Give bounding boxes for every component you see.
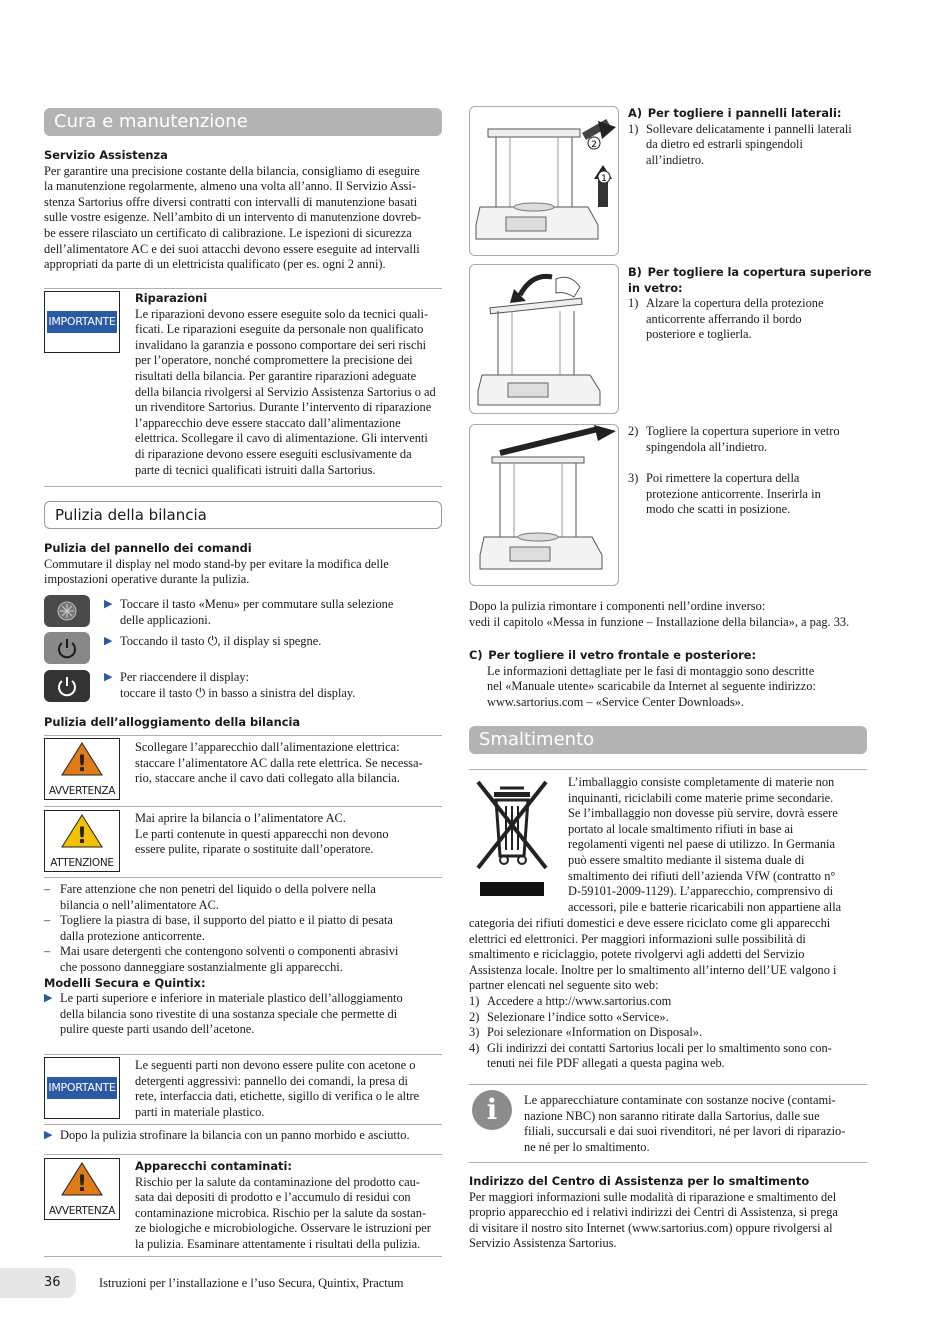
figure-top-cover-slide — [469, 424, 619, 586]
numbered-step — [469, 1041, 889, 1072]
text-line: Assistenza locale. Inoltre per lo smaltimento all’interno dell’UE valgono i — [469, 962, 837, 977]
step-number: 2) — [469, 1009, 480, 1024]
important-badge-2 — [44, 1057, 120, 1119]
warning-label: AVVERTENZA — [48, 1205, 116, 1217]
numbered-step — [628, 471, 878, 518]
b-heading — [628, 265, 878, 296]
text-line: Le informazioni dettagliate per le fasi di montaggio sono descritte — [487, 663, 815, 678]
text-line: ficati. Le riparazioni eseguite da personale non qualificato — [135, 322, 424, 337]
balance-top-cover-illustration — [470, 265, 619, 414]
contam-text — [135, 1175, 445, 1253]
power-key-icon[interactable] — [44, 632, 90, 664]
repairs-heading: Riparazioni — [135, 291, 208, 305]
warning-text — [135, 740, 445, 787]
step-menu-text — [120, 597, 444, 628]
address-section — [469, 1174, 889, 1252]
step-text-line: spingendola all’indietro. — [646, 439, 768, 454]
text-line: contaminazione microbica. Rischio per la salute da sostan- — [135, 1205, 427, 1220]
text-line: Mai aprire la bilancia o l’alimentatore AC. — [135, 811, 346, 825]
text-line: staccare l’alimentatore AC dalla rete elettrica. Se necessa- — [135, 755, 423, 770]
balance-slide-cover-illustration — [470, 425, 619, 586]
contam-heading: Apparecchi contaminati: — [135, 1159, 292, 1173]
text-line: in vetro: — [628, 280, 683, 295]
step-power-off — [104, 634, 444, 650]
c-text — [469, 664, 889, 711]
text-line: delle applicazioni. — [120, 612, 211, 627]
important-label: IMPORTANTE — [47, 1077, 117, 1099]
step-text-line: da dietro ed estrarli spingendoli — [646, 137, 803, 152]
text-line: stenza Sartorius offre diversi contratti con intervalli di manutenzione basati — [44, 194, 418, 209]
step-power-off-text: Toccando il tasto ⏻, il display si spegne. — [120, 634, 322, 648]
text-line: www.sartorius.com – «Service Center Downloads». — [487, 694, 744, 709]
divider — [469, 769, 867, 770]
text-line: toccare il tasto ⏻ in basso a sinistra del display. — [120, 685, 356, 700]
numbered-step — [469, 1010, 889, 1026]
disposal-text-wrap — [568, 775, 868, 915]
text-line: Le riparazioni devono essere eseguite solo da tecnici quali- — [135, 306, 429, 321]
info-icon — [472, 1090, 512, 1130]
panel-text — [44, 557, 444, 588]
divider — [44, 1256, 442, 1257]
weee-bin-icon — [472, 778, 552, 902]
caution-badge — [44, 810, 120, 872]
text-line: Le parti superiore e inferiore in materiale plastico dell’alloggiamento — [60, 991, 403, 1006]
step-number: 3) — [469, 1025, 480, 1040]
divider — [44, 1124, 442, 1125]
step-text-line: modo che scatti in posizione. — [646, 502, 791, 517]
text-line: parti in materiale plastico. — [135, 1104, 265, 1119]
warning-label: AVVERTENZA — [48, 785, 116, 797]
text-line: l’apparecchio deve essere staccato dall’alimentazione — [135, 415, 401, 430]
text-line: dell’alimentatore AC e dei suoi attacchi devono essere eseguite ad intervalli — [44, 241, 420, 256]
info-glyph: i — [486, 1093, 498, 1126]
bullet-arrow-icon: ▶ — [104, 635, 113, 647]
important-text-2 — [135, 1058, 445, 1120]
svg-text:1: 1 — [601, 174, 607, 184]
text-line: inquinanti, riciclabili come materie prime secondarie. — [568, 790, 834, 805]
divider — [44, 735, 442, 736]
step-text-line: Togliere la copertura superiore in vetro — [646, 424, 840, 438]
text-line: la manutenzione regolarmente, almeno una volta all’anno. Il Servizio Assi- — [44, 179, 416, 194]
models-text — [60, 991, 444, 1038]
step-text-line: Accedere a http://www.sartorius.com — [487, 993, 672, 1008]
text-line: portato al locale smaltimento rifiuti in base ai — [568, 821, 794, 836]
numbered-step — [628, 296, 878, 343]
text-line: sata dai depositi di prodotto e l’accumulo di residui con — [135, 1190, 411, 1205]
repairs-section — [135, 291, 445, 478]
text-line: sulle vostre esigenze. Nell’ambito di un intervento di manutenzione dovreb- — [44, 210, 422, 225]
housing-heading: Pulizia dell’alloggiamento della bilancia — [44, 715, 301, 729]
svg-text:2: 2 — [591, 140, 597, 150]
power-on-key-icon[interactable] — [44, 670, 90, 702]
text-line: Servizio Assistenza Sartorius. — [469, 1236, 617, 1251]
svg-text:!: ! — [76, 824, 88, 848]
text-line: per l’operatore, nonché compromettere la precisione dei — [135, 353, 413, 368]
divider — [44, 1054, 442, 1055]
text-line: Scollegare l’apparecchio dall’alimentazione elettrica: — [135, 740, 400, 754]
text-line: regolamenti vigenti nel paese di utilizzo. In Germania — [568, 837, 835, 852]
divider — [469, 1162, 867, 1163]
dash-item — [44, 882, 444, 913]
text-line: nel «Manuale utente» scaricabile da Internet al seguente indirizzo: — [487, 679, 816, 694]
warning-triangle-icon — [61, 742, 103, 776]
text-line: smaltimento e riciclaggio, potete rivolgervi agli addetti del Servizio — [469, 947, 805, 962]
step-text-line: Poi selezionare «Information on Disposal». — [487, 1025, 703, 1040]
step-number: 4) — [469, 1040, 480, 1055]
contam-section — [135, 1159, 445, 1253]
text-line: filiali, succursali e dai suoi rivenditori, né per lavori di riparazio- — [524, 1124, 846, 1139]
text-line: L’imballaggio consiste completamente di materie non — [568, 775, 835, 789]
dash-text-line: Togliere la piastra di base, il supporto del piatto e il piatto di pesata — [60, 913, 393, 928]
text-line: di visitare il nostro sito Internet (www.sartorius.com) oppure rivolgersi al — [469, 1220, 833, 1235]
text-line: la pulizia. Esaminare attentamente i risultati della pulizia. — [135, 1236, 421, 1251]
step-power-on — [104, 670, 444, 701]
text-line: elettrici ed elettronici. Per maggiori informazioni sulle possibilità di — [469, 931, 806, 946]
step-number: 2) — [628, 424, 639, 438]
numbered-step — [628, 122, 878, 169]
section-c — [469, 648, 889, 710]
divider — [44, 288, 442, 289]
reassemble-note — [469, 599, 889, 630]
numbered-step — [628, 424, 878, 455]
step-number: 1) — [628, 296, 639, 311]
caution-text — [135, 811, 445, 858]
dash-text-line: dalla protezione anticorrente. — [60, 928, 205, 943]
text-line: categoria dei rifiuti domestici e deve essere riciclato come gli apparecchi — [469, 916, 831, 930]
address-heading: Indirizzo del Centro di Assistenza per lo smaltimento — [469, 1174, 810, 1188]
after-clean-text: Dopo la pulizia strofinare la bilancia con un panno morbido e asciutto. — [60, 1128, 410, 1142]
divider — [44, 806, 442, 807]
warning-badge — [44, 738, 120, 800]
step-number: 1) — [628, 121, 639, 136]
dash-marker: – — [44, 882, 51, 896]
text-line: impostazioni operative durante la pulizia. — [44, 572, 250, 587]
bullet-arrow-icon: ▶ — [104, 671, 113, 683]
footer-text: Istruzioni per l’installazione e l’uso Secura, Quintix, Practum — [99, 1276, 404, 1290]
c-heading: C) Per togliere il vetro frontale e posteriore: — [469, 648, 757, 662]
svg-text:!: ! — [76, 1172, 88, 1196]
numbered-step — [469, 994, 889, 1010]
section-b2 — [628, 424, 878, 518]
divider — [44, 1154, 442, 1155]
step-number: 1) — [469, 993, 480, 1008]
text-line: proprio apparecchio ed i relativi indirizzi dei Centri di Assistenza, si prega — [469, 1205, 838, 1220]
b-steps — [628, 296, 878, 343]
after-clean — [44, 1128, 444, 1144]
menu-key-icon[interactable] — [44, 595, 90, 627]
text-line: risultati della bilancia. Per garantire riparazioni adeguate — [135, 368, 417, 383]
text-line: Dopo la pulizia rimontare i componenti nell’ordine inverso: — [469, 599, 766, 613]
contam-warning-badge — [44, 1158, 120, 1220]
section-a — [628, 106, 878, 168]
divider — [469, 1084, 867, 1085]
dash-text-line: Fare attenzione che non penetri del liquido o della polvere nella — [60, 882, 376, 896]
text-line: accessori, pile e batterie ricaricabili non appartiene alla — [568, 899, 842, 914]
text-line: Per garantire una precisione costante della bilancia, consigliamo di eseguire — [44, 163, 420, 178]
dash-text-line: che possono danneggiare sostanzialmente gli apparecchi. — [60, 959, 343, 974]
b-steps-2 — [628, 424, 878, 518]
text-line: be essere rilasciato un certificato di calibrazione. Le ispezioni di sicurezza — [44, 225, 412, 240]
text-line: Le parti contenute in questi apparecchi non devono — [135, 826, 389, 841]
text-line: pulire queste parti usando dell’acetone. — [60, 1022, 255, 1037]
text-line: detergenti aggressivi: pannello dei comandi, la presa di — [135, 1073, 408, 1088]
divider — [44, 877, 442, 878]
text-line: Commutare il display nel modo stand-by per evitare la modifica delle — [44, 556, 389, 571]
disposal-text-full — [469, 916, 889, 994]
text-line: partner elencati nel seguente sito web: — [469, 978, 659, 993]
address-text — [469, 1190, 889, 1252]
page-number-tab — [0, 1268, 76, 1298]
text-line: ze biologiche e microbiologiche. Osservare le istruzioni per — [135, 1221, 431, 1236]
step-text-line: tenuti nei file PDF allegati a questa pagina web. — [487, 1056, 725, 1071]
dash-list — [44, 882, 444, 976]
figure-side-panels — [469, 106, 619, 256]
step-number: 3) — [628, 471, 639, 486]
section-title-disposal: Smaltimento — [469, 726, 867, 754]
dash-item — [44, 913, 444, 944]
text-line: può essere smaltito mediante il sistema duale di — [568, 852, 805, 867]
text-line: elettrica. Scollegare il cavo di alimentazione. Gli interventi — [135, 431, 428, 446]
text-line: della bilancia sono rivestite di una sostanza speciale che permette di — [60, 1006, 398, 1021]
section-title-cleaning: Pulizia della bilancia — [44, 501, 442, 529]
dash-marker: – — [44, 944, 51, 959]
svg-text:!: ! — [76, 752, 88, 776]
dash-text-line: Mai usare detergenti che contengono solventi o componenti abrasivi — [60, 944, 399, 959]
numbered-step — [469, 1025, 889, 1041]
text-line: parte di tecnici qualificati istruiti dalla Sartorius. — [135, 462, 376, 477]
housing-section — [44, 715, 444, 731]
dash-text-line: bilancia o nell’alimentatore AC. — [60, 897, 219, 912]
a-heading: A) Per togliere i pannelli laterali: — [628, 106, 842, 120]
step-menu — [104, 597, 444, 628]
service-heading: Servizio Assistenza — [44, 148, 168, 162]
text-line: smaltimento dei rifiuti dell’azienda VfW (contratto n° — [568, 868, 836, 883]
step-power-on-text — [120, 670, 444, 701]
step-text-line: posteriore e toglierla. — [646, 327, 752, 342]
text-line: Le seguenti parti non devono essere pulite con acetone o — [135, 1058, 416, 1072]
service-section — [44, 148, 444, 273]
caution-triangle-icon — [61, 814, 103, 848]
text-line: invalidano la garanzia e possono comportare dei seri rischi — [135, 337, 427, 352]
text-line: essere pulite, riparate o sostituite dall’operatore. — [135, 842, 374, 857]
text-line: appropriati da parte di un elettricista qualificato (per es. ogni 2 anni). — [44, 257, 386, 272]
panel-heading: Pulizia del pannello dei comandi — [44, 541, 252, 555]
step-text-line: Poi rimettere la copertura della — [646, 471, 800, 486]
text-line: Le apparecchiature contaminate con sostanze nocive (contami- — [524, 1093, 836, 1107]
text-line: nazione NBC) non saranno ritirate dalla Sartorius, dalle sue — [524, 1108, 820, 1123]
bullet-arrow-icon: ▶ — [44, 1129, 53, 1141]
text-line: Toccare il tasto «Menu» per commutare sulla selezione — [120, 597, 394, 611]
text-line: ne né per lo smaltimento. — [524, 1139, 650, 1154]
text-line: Per riaccendere il display: — [120, 670, 250, 684]
step-text-line: all’indietro. — [646, 152, 705, 167]
text-line: vedi il capitolo «Messa in funzione – Installazione della bilancia», a pag. 33. — [469, 614, 850, 629]
text-line: Rischio per la salute da contaminazione del prodotto cau- — [135, 1174, 420, 1189]
disposal-text — [469, 916, 889, 1072]
disposal-steps — [469, 994, 889, 1072]
panel-section — [44, 541, 444, 588]
important-label: IMPORTANTE — [47, 311, 117, 333]
bullet-arrow-icon: ▶ — [104, 598, 113, 610]
step-text-line: anticorrente afferrando il bordo — [646, 311, 802, 326]
section-title-care: Cura e manutenzione — [44, 108, 442, 136]
figure-top-cover — [469, 264, 619, 414]
balance-side-panel-illustration — [470, 107, 619, 256]
step-text-line: protezione anticorrente. Inserirla in — [646, 486, 821, 501]
service-text — [44, 164, 444, 273]
dash-marker: – — [44, 913, 51, 928]
text-line: della bilancia rivolgersi al Servizio Assistenza Sartorius o ad — [135, 384, 436, 399]
text-line: Per maggiori informazioni sulle modalità di riparazione e smaltimento del — [469, 1189, 837, 1204]
bullet-arrow-icon: ▶ — [44, 992, 53, 1005]
text-line: D-59101-2009-1129). L’apparecchio, comprensivo di — [568, 884, 834, 899]
step-text-line: Gli indirizzi dei contatti Sartorius locali per lo smaltimento sono con- — [487, 1040, 832, 1055]
step-text-line: Alzare la copertura della protezione — [646, 296, 824, 311]
text-line: rio, staccare anche il cavo dati collegato alla bilancia. — [135, 771, 400, 786]
step-text-line: Sollevare delicatamente i pannelli laterali — [646, 121, 852, 136]
divider — [44, 486, 442, 487]
text-line: rete, interfaccia dati, etichette, sigillo di verifica o le altre — [135, 1089, 420, 1104]
info-text — [524, 1093, 874, 1155]
text-line: di riparazione devono essere eseguiti esclusivamente da — [135, 446, 412, 461]
repairs-text — [135, 307, 445, 479]
step-text-line: Selezionare l’indice sotto «Service». — [487, 1009, 669, 1024]
section-b — [628, 265, 878, 343]
dash-item — [44, 944, 444, 975]
text-line: Se l’imballaggio non dovesse più servire, dovrà essere — [568, 806, 838, 821]
text-line: un rivenditore Sartorius. Durante l’intervento di riparazione — [135, 400, 432, 415]
warning-triangle-icon — [61, 1162, 103, 1196]
caution-label: ATTENZIONE — [50, 857, 114, 869]
important-badge — [44, 291, 120, 353]
models-heading: Modelli Secura e Quintix: — [44, 975, 206, 990]
a-steps — [628, 122, 878, 169]
cleaning-rules — [44, 882, 444, 1038]
page-number: 36 — [44, 1275, 61, 1290]
text-line: B) Per togliere la copertura superiore — [628, 265, 872, 279]
